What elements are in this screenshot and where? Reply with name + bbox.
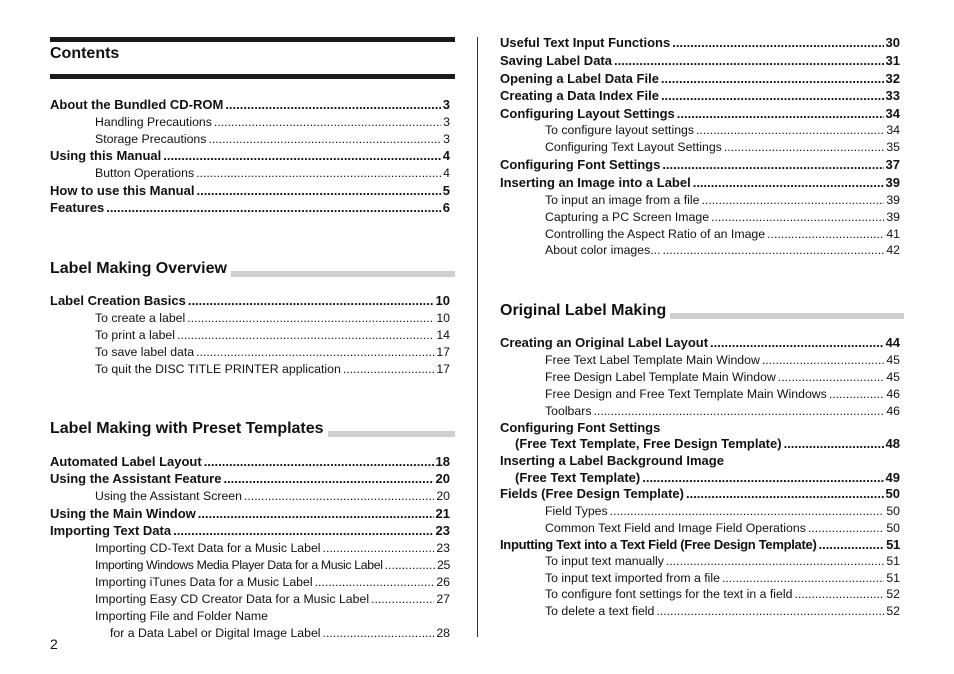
toc-entry-line1[interactable]: Inserting a Label Background Image (500, 453, 724, 468)
toc-entry[interactable]: (Free Text Template, Free Design Template) ..... 48 (515, 436, 900, 451)
toc-subentry[interactable]: Storage Precautions ..... 3 (95, 132, 450, 146)
section-title: Original Label Making (500, 301, 670, 321)
toc-subentry[interactable]: Capturing a PC Screen Image ..... 39 (545, 210, 900, 224)
toc-subentry[interactable]: To save label data ..... 17 (95, 345, 450, 359)
toc-subentry[interactable]: Common Text Field and Image Field Operations ..... 50 (545, 521, 900, 535)
toc-subentry[interactable]: To input an image from a file ..... 39 (545, 193, 900, 207)
toc-entry[interactable]: Using the Main Window ..... 21 (50, 506, 450, 521)
toc-subentry[interactable]: About color images... ..... 42 (545, 243, 900, 257)
section-title: Label Making Overview (50, 259, 231, 279)
toc-subentry[interactable]: Importing iTunes Data for a Music Label ..... 26 (95, 575, 450, 589)
toc-entry[interactable]: Fields (Free Design Template) ..... 50 (500, 486, 900, 501)
toc-subentry[interactable]: Importing Windows Media Player Data for a Music Label ..... 25 (95, 558, 450, 572)
toc-entry[interactable]: Creating a Data Index File ..... 33 (500, 88, 900, 103)
section-header-original (500, 297, 904, 321)
toc-subentry[interactable]: Importing CD-Text Data for a Music Label ..... 23 (95, 541, 450, 555)
toc-entry[interactable]: Using this Manual ..... 4 (50, 148, 450, 163)
toc-entry[interactable]: Opening a Label Data File ..... 32 (500, 71, 900, 86)
section-title: Label Making with Preset Templates (50, 419, 328, 439)
toc-entry[interactable]: How to use this Manual ..... 5 (50, 183, 450, 198)
toc-subentry[interactable]: To configure font settings for the text in a field ..... 52 (545, 587, 900, 601)
toc-entry[interactable]: Automated Label Layout ..... 18 (50, 454, 450, 469)
toc-subentry[interactable]: Field Types ..... 50 (545, 504, 900, 518)
contents-bottom-rule (50, 74, 455, 79)
toc-entry[interactable]: Useful Text Input Functions ..... 30 (500, 35, 900, 50)
toc-subentry[interactable]: for a Data Label or Digital Image Label ..... 28 (110, 626, 450, 640)
toc-entry[interactable]: Saving Label Data ..... 31 (500, 53, 900, 68)
toc-subentry[interactable]: Free Text Label Template Main Window ..... 45 (545, 353, 900, 367)
toc-subentry[interactable]: To print a label ..... 14 (95, 328, 450, 342)
section-header-overview (50, 255, 455, 279)
toc-subentry[interactable]: To quit the DISC TITLE PRINTER application ..... 17 (95, 362, 450, 376)
toc-entry-line1[interactable]: Configuring Font Settings (500, 420, 661, 435)
toc-subentry[interactable]: To input text manually ..... 51 (545, 554, 900, 568)
toc-subentry[interactable]: To input text imported from a file ..... 51 (545, 571, 900, 585)
toc-subentry[interactable]: Button Operations ..... 4 (95, 166, 450, 180)
toc-subentry[interactable]: Controlling the Aspect Ratio of an Image ..... 41 (545, 227, 900, 241)
contents-top-rule (50, 37, 455, 42)
toc-entry[interactable]: Creating an Original Label Layout ..... 44 (500, 335, 900, 350)
toc-subentry[interactable]: Free Design Label Template Main Window ..... 45 (545, 370, 900, 384)
toc-entry[interactable]: (Free Text Template) ..... 49 (515, 470, 900, 485)
toc-entry[interactable]: Importing Text Data ..... 23 (50, 523, 450, 538)
column-divider (477, 37, 478, 637)
contents-title: Contents (50, 45, 120, 62)
toc-entry[interactable]: Using the Assistant Feature ..... 20 (50, 471, 450, 486)
toc-subentry[interactable]: To create a label ..... 10 (95, 311, 450, 325)
toc-entry[interactable]: Inserting an Image into a Label ..... 39 (500, 175, 900, 190)
section-header-preset (50, 415, 455, 439)
toc-subentry[interactable]: Using the Assistant Screen ..... 20 (95, 489, 450, 503)
toc-subentry-line1[interactable]: Importing File and Folder Name (95, 609, 268, 623)
toc-entry[interactable]: Inputting Text into a Text Field (Free Design Template) ..... 51 (500, 537, 900, 552)
toc-entry[interactable]: Features ..... 6 (50, 200, 450, 215)
toc-subentry[interactable]: Toolbars ..... 46 (545, 404, 900, 418)
toc-subentry[interactable]: To configure layout settings ..... 34 (545, 123, 900, 137)
toc-subentry[interactable]: Importing Easy CD Creator Data for a Music Label ..... 27 (95, 592, 450, 606)
toc-subentry[interactable]: Handling Precautions ..... 3 (95, 115, 450, 129)
toc-entry[interactable]: Configuring Font Settings ..... 37 (500, 157, 900, 172)
toc-subentry[interactable]: Configuring Text Layout Settings ..... 35 (545, 140, 900, 154)
toc-subentry[interactable]: To delete a text field ..... 52 (545, 604, 900, 618)
toc-entry[interactable]: Label Creation Basics ..... 10 (50, 293, 450, 308)
toc-entry[interactable]: About the Bundled CD-ROM ..... 3 (50, 97, 450, 112)
page-number: 2 (50, 636, 58, 652)
toc-entry[interactable]: Configuring Layout Settings ..... 34 (500, 106, 900, 121)
toc-subentry[interactable]: Free Design and Free Text Template Main Windows ..... 46 (545, 387, 900, 401)
